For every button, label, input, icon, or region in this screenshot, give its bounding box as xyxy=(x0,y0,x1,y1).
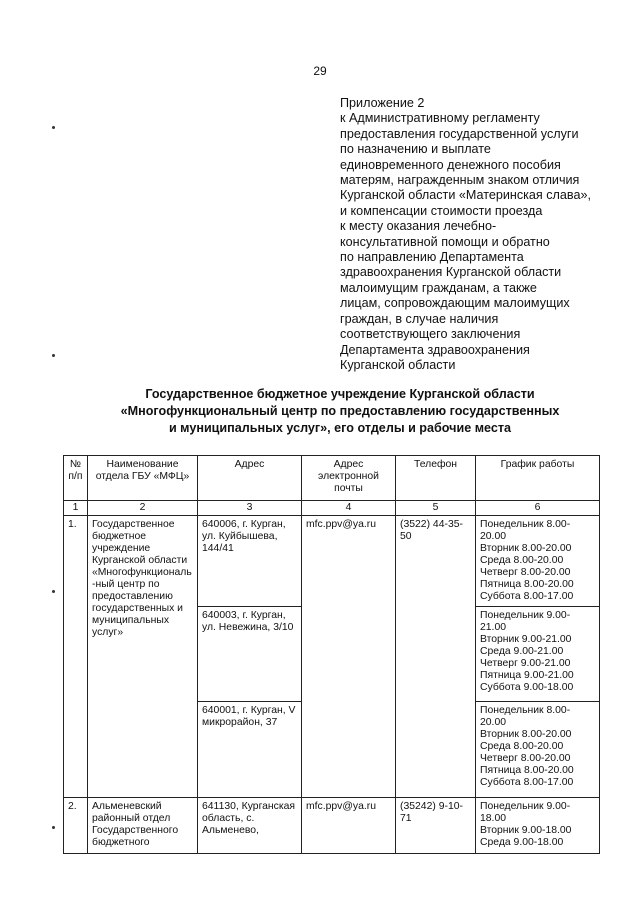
schedule-line: Четверг 8.00-20.00 xyxy=(480,753,571,764)
office-phone: (3522) 44-35-50 xyxy=(396,516,476,798)
work-schedule xyxy=(476,702,600,798)
appendix-line: к месту оказания лечебно- xyxy=(340,219,497,234)
office-address: 640001, г. Курган, V микрорайон, 37 xyxy=(198,702,302,798)
appendix-line: соответствующего заключения xyxy=(340,327,521,342)
appendix-line: граждан, в случае наличия xyxy=(340,311,499,326)
schedule-line: Суббота 8.00-17.00 xyxy=(480,777,574,788)
appendix-line: предоставления государственной услуги xyxy=(340,126,579,141)
table-row xyxy=(64,798,600,854)
scan-speck xyxy=(52,826,55,829)
work-schedule xyxy=(476,516,600,607)
appendix-line: здравоохранения Курганской области xyxy=(340,265,562,280)
scan-speck xyxy=(52,354,55,357)
column-number: 4 xyxy=(302,501,396,516)
header-schedule: График работы xyxy=(476,456,600,501)
schedule-line: Среда 8.00-20.00 xyxy=(480,555,564,566)
schedule-line: Понедельник 8.00- xyxy=(480,705,571,716)
column-number-row xyxy=(64,501,600,516)
appendix-line: Департамента здравоохранения xyxy=(340,342,530,357)
schedule-line: Среда 9.00-21.00 xyxy=(480,646,564,657)
schedule-line: 21.00 xyxy=(480,622,507,633)
appendix-line: Курганской области xyxy=(340,357,456,372)
offices-table xyxy=(63,455,600,854)
schedule-line: 18.00 xyxy=(480,813,507,824)
schedule-line: Вторник 8.00-20.00 xyxy=(480,729,572,740)
schedule-line: Среда 9.00-18.00 xyxy=(480,837,564,848)
schedule-line: Понедельник 9.00- xyxy=(480,610,571,621)
column-number: 6 xyxy=(476,501,600,516)
work-schedule xyxy=(476,798,600,854)
appendix-line: Приложение 2 xyxy=(340,96,425,110)
header-department: Наименование отдела ГБУ «МФЦ» xyxy=(88,456,198,501)
header-email: Адрес электронной почты xyxy=(302,456,396,501)
office-email: mfc.ppv@ya.ru xyxy=(302,516,396,798)
schedule-line: Среда 8.00-20.00 xyxy=(480,741,564,752)
schedule-line: Пятница 9.00-21.00 xyxy=(480,670,574,681)
appendix-note xyxy=(340,96,630,373)
appendix-line: лицам, сопровождающим малоимущих xyxy=(340,296,570,311)
office-address: 641130, Курганская область, с. Альменево, xyxy=(198,798,302,854)
schedule-line: Суббота 8.00-17.00 xyxy=(480,591,574,602)
schedule-line: Понедельник 9.00- xyxy=(480,801,571,812)
schedule-line: Вторник 9.00-18.00 xyxy=(480,825,572,836)
appendix-line: к Административному регламенту xyxy=(340,111,540,126)
heading-line: и муниципальных услуг», его отделы и рабочие места xyxy=(168,421,512,435)
appendix-line: малоимущим гражданам, а также xyxy=(340,280,537,295)
work-schedule xyxy=(476,607,600,702)
row-number: 1. xyxy=(64,516,88,798)
appendix-line: консультативной помощи и обратно xyxy=(340,234,550,249)
appendix-line: матерям, награжденным знаком отличия xyxy=(340,173,580,188)
table-header-row xyxy=(64,456,600,501)
header-phone: Телефон xyxy=(396,456,476,501)
office-email: mfc.ppv@ya.ru xyxy=(302,798,396,854)
column-number: 1 xyxy=(64,501,88,516)
appendix-line: по назначению и выплате xyxy=(340,142,491,157)
column-number: 3 xyxy=(198,501,302,516)
schedule-line: Вторник 9.00-21.00 xyxy=(480,634,572,645)
heading-line: «Многофункциональный центр по предоставлению государственных xyxy=(120,404,560,418)
schedule-line: Пятница 8.00-20.00 xyxy=(480,579,574,590)
page-number: 29 xyxy=(313,64,327,78)
document-heading xyxy=(60,386,620,437)
schedule-line: Пятница 8.00-20.00 xyxy=(480,765,574,776)
header-number: № п/п xyxy=(64,456,88,501)
schedule-line: 20.00 xyxy=(480,531,507,542)
heading-line: Государственное бюджетное учреждение Курганской области xyxy=(145,387,535,401)
schedule-line: 20.00 xyxy=(480,717,507,728)
appendix-line: по направлению Департамента xyxy=(340,250,524,265)
schedule-line: Суббота 9.00-18.00 xyxy=(480,682,574,693)
office-address: 640006, г. Курган, ул. Куйбышева, 144/41 xyxy=(198,516,302,607)
appendix-line: и компенсации стоимости проезда xyxy=(340,203,543,218)
header-address: Адрес xyxy=(198,456,302,501)
schedule-line: Четверг 8.00-20.00 xyxy=(480,567,571,578)
office-phone: (35242) 9-10-71 xyxy=(396,798,476,854)
department-name: Альменевский районный отдел Государственного бюджетного xyxy=(88,798,198,854)
schedule-line: Четверг 9.00-21.00 xyxy=(480,658,571,669)
appendix-line: единовременного денежного пособия xyxy=(340,157,561,172)
appendix-line: Курганской области «Материнская слава», xyxy=(340,188,591,203)
column-number: 5 xyxy=(396,501,476,516)
schedule-line: Понедельник 8.00- xyxy=(480,519,571,530)
department-name: Государственное бюджетное учреждение Курганской области «Многофункциональ-ный центр по предоставлению государственных и муниципальных услуг» xyxy=(88,516,198,798)
office-address: 640003, г. Курган, ул. Невежина, 3/10 xyxy=(198,607,302,702)
row-number: 2. xyxy=(64,798,88,854)
column-number: 2 xyxy=(88,501,198,516)
schedule-line: Вторник 8.00-20.00 xyxy=(480,543,572,554)
scan-speck xyxy=(52,126,55,129)
scan-speck xyxy=(52,590,55,593)
table-row xyxy=(64,516,600,607)
